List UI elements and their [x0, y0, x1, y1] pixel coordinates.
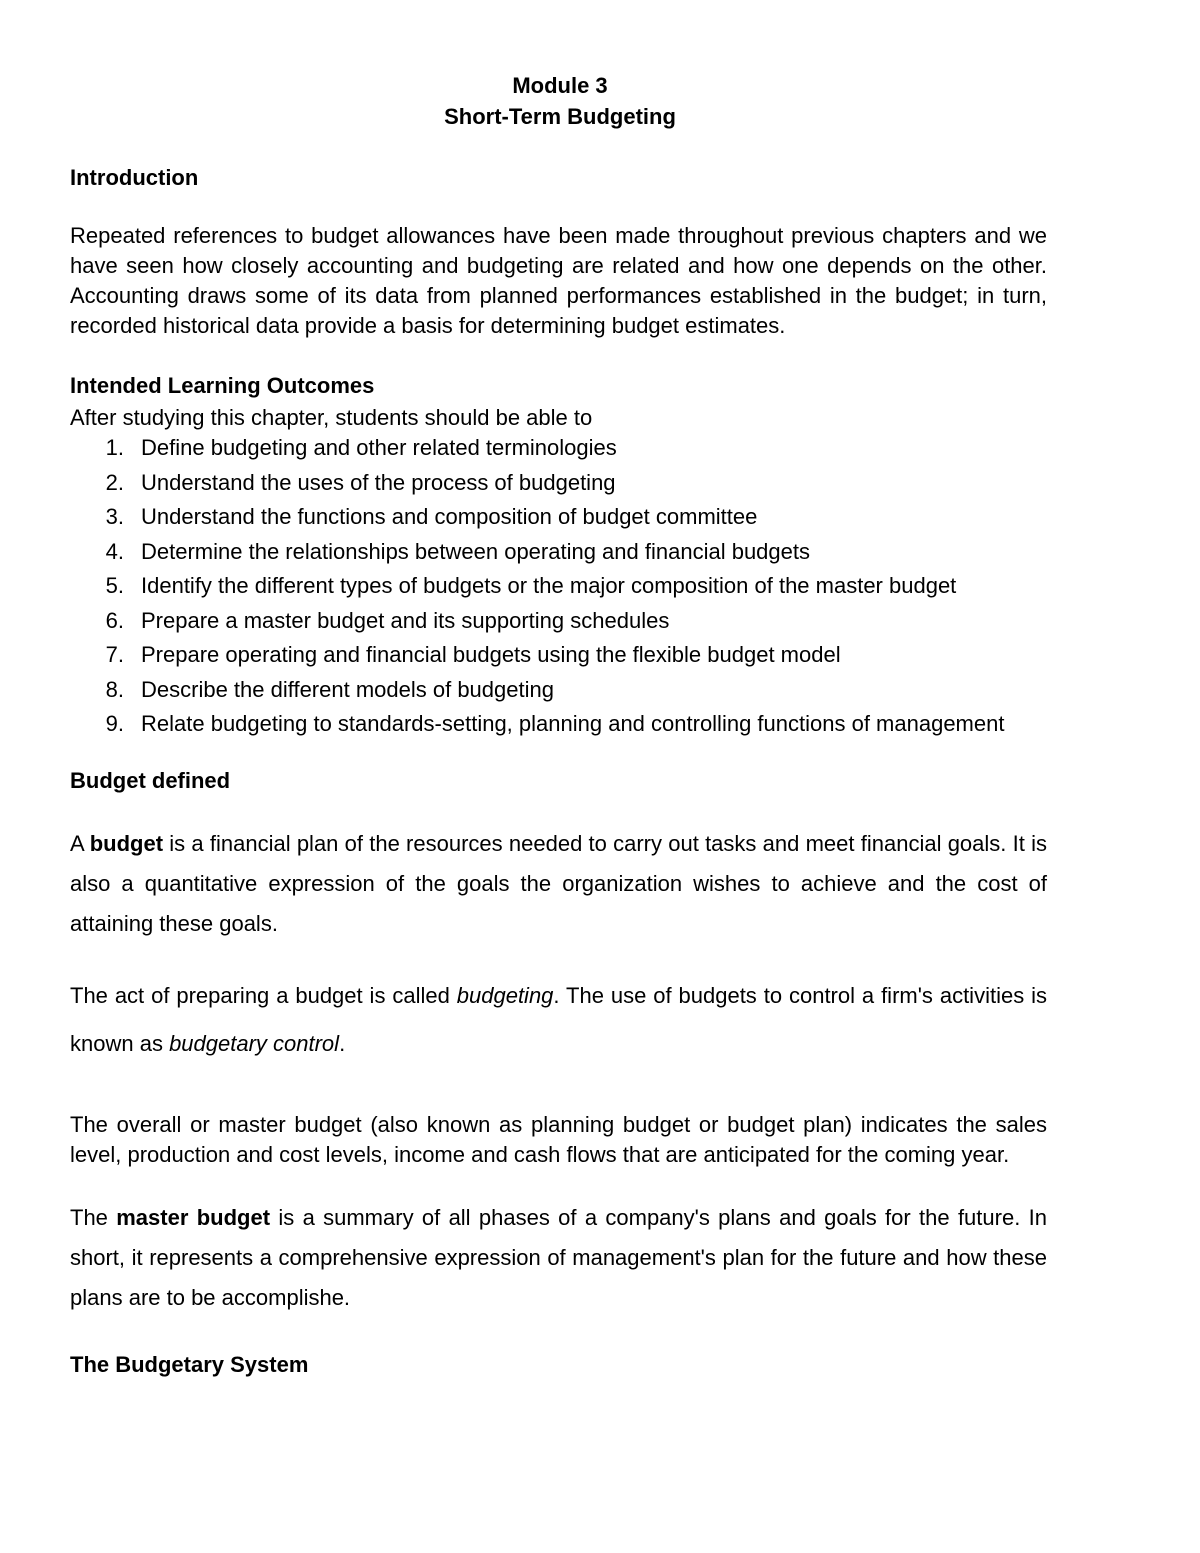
list-item-number: 5. — [105, 573, 124, 598]
module-number: Module 3 — [512, 73, 608, 98]
list-item — [70, 537, 1047, 567]
list-item — [70, 468, 1047, 498]
outcomes-list — [70, 433, 1047, 739]
list-item-number: 2. — [105, 469, 124, 495]
list-item — [70, 571, 1047, 601]
list-item — [70, 675, 1047, 705]
list-item-text: Prepare operating and financial budgets using the flexible budget model — [141, 642, 841, 667]
module-title: Short-Term Budgeting — [444, 104, 676, 129]
list-item-text: Determine the relationships between operating and financial budgets — [141, 538, 810, 564]
introduction-heading: Introduction — [70, 165, 199, 190]
list-item-number: 4. — [105, 538, 124, 564]
outcomes-heading: Intended Learning Outcomes — [70, 373, 375, 398]
list-item-number: 1. — [105, 435, 124, 460]
list-item — [70, 709, 1047, 739]
master-budget-overview-paragraph: The overall or master budget (also known as planning budget or budget plan) indicates the sales level, production and cost levels, income and cash flows that are anticipated for the coming year. — [70, 1112, 1047, 1167]
text-run: . — [339, 1031, 346, 1056]
text-run: is a summary of all phases of a company's plans and goals for the future. In short, it represents a comprehensive expression of management's plan for the future and how these plans are to be accomplishe. — [70, 1205, 1047, 1310]
budget-defined-heading: Budget defined — [70, 768, 231, 793]
outcomes-lead-in: After studying this chapter, students should be able to — [70, 405, 593, 430]
list-item-number: 9. — [105, 711, 124, 736]
list-item — [70, 502, 1047, 532]
list-item — [70, 433, 1047, 463]
text-run: The act of preparing a budget is called — [70, 983, 457, 1008]
budget-definition-paragraph — [70, 824, 1047, 944]
list-item-text: Describe the different models of budgeting — [141, 676, 554, 702]
list-item-number: 8. — [105, 676, 124, 702]
text-run: A — [70, 831, 90, 856]
list-item-number: 3. — [105, 504, 124, 529]
master-budget-paragraph — [70, 1198, 1047, 1318]
list-item-text: Understand the functions and composition of budget committee — [141, 504, 758, 529]
list-item — [70, 640, 1047, 670]
text-run: is a financial plan of the resources needed to carry out tasks and meet financial goals. It is also a quantitative expression of the goals the organization wishes to achieve and the cost of attaining these goals. — [70, 831, 1047, 936]
budgeting-paragraph — [70, 972, 1047, 1068]
list-item-text: Define budgeting and other related terminologies — [141, 435, 617, 460]
list-item-text: Relate budgeting to standards-setting, planning and controlling functions of management — [141, 711, 1005, 736]
document-content — [70, 163, 1047, 1380]
term-budget: budget — [89, 831, 164, 856]
list-item — [70, 606, 1047, 636]
list-item-number: 7. — [105, 642, 124, 667]
title-block — [0, 70, 1120, 132]
list-item-number: 6. — [105, 607, 124, 633]
list-item-text: Identify the different types of budgets or the major composition of the master budget — [141, 573, 957, 598]
text-run: The — [70, 1205, 117, 1230]
text-run: . The use of budgets to control a firm's activities is known as — [70, 983, 1047, 1056]
budgetary-system-heading: The Budgetary System — [70, 1352, 309, 1377]
list-item-text: Prepare a master budget and its supporting schedules — [141, 607, 670, 633]
term-budgeting: budgeting — [456, 983, 554, 1008]
term-budgetary-control: budgetary control — [169, 1031, 340, 1056]
term-master-budget: master budget — [116, 1205, 271, 1230]
introduction-paragraph: Repeated references to budget allowances have been made throughout previous chapters and we have seen how closely accounting and budgeting are related and how one depends on the other. Accounting draws some of its data from planned performances established in the budget; in turn, recorded historical data provide a basis for determining budget estimates. — [70, 223, 1047, 338]
list-item-text: Understand the uses of the process of budgeting — [141, 469, 616, 495]
